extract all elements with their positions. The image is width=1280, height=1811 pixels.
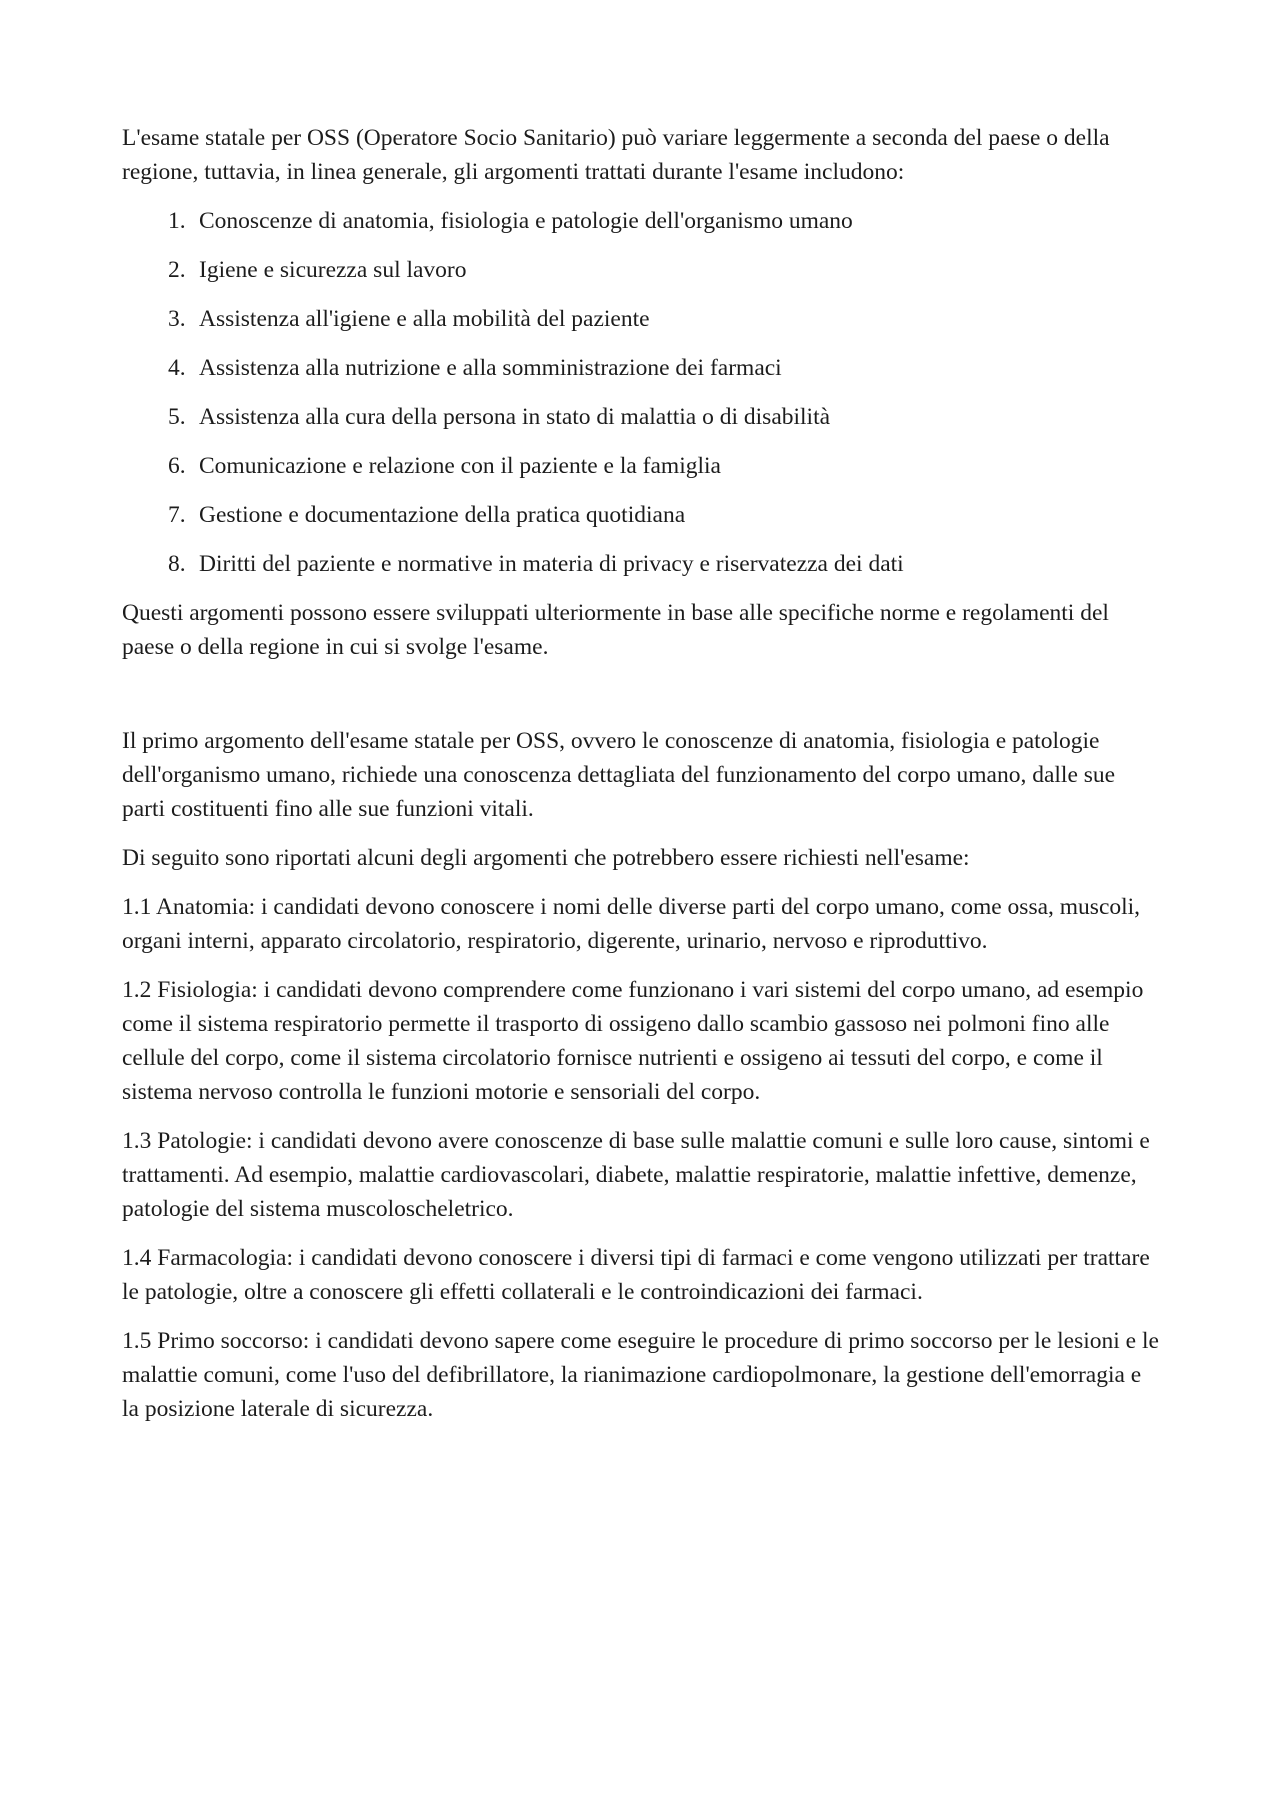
- list-item-text: Igiene e sicurezza sul lavoro: [199, 257, 467, 283]
- list-item-number: 8.: [168, 551, 186, 577]
- list-item: [168, 547, 1160, 581]
- list-item-number: 6.: [168, 453, 186, 479]
- section-lead-paragraph: Di seguito sono riportati alcuni degli argomenti che potrebbero essere richiesti nell'esame:: [122, 845, 970, 871]
- subtopic-fisiologia: 1.2 Fisiologia: i candidati devono comprendere come funzionano i vari sistemi del corpo umano, ad esempio come il sistema respiratorio permette il trasporto di ossigeno dallo scambio gassoso nei polmoni fino alle cellule del corpo, come il sistema circolatorio fornisce nutrienti e ossigeno ai tessuti del corpo, e come il sistema nervoso controlla le funzioni motorie e sensoriali del corpo.: [122, 977, 1144, 1105]
- list-item-text: Assistenza all'igiene e alla mobilità del paziente: [199, 306, 650, 332]
- list-item: [168, 400, 1160, 434]
- list-item-text: Gestione e documentazione della pratica quotidiana: [199, 502, 686, 528]
- list-item: [168, 302, 1160, 336]
- list-item-text: Comunicazione e relazione con il paziente e la famiglia: [199, 453, 721, 479]
- subtopic-patologie: 1.3 Patologie: i candidati devono avere conoscenze di base sulle malattie comuni e sulle loro cause, sintomi e trattamenti. Ad esempio, malattie cardiovascolari, diabete, malattie respiratorie, malattie infettive, demenze, patologie del sistema muscoloscheletrico.: [122, 1128, 1150, 1222]
- list-item: [168, 204, 1160, 238]
- exam-topics-list: [122, 204, 1160, 581]
- subtopic-anatomia: 1.1 Anatomia: i candidati devono conoscere i nomi delle diverse parti del corpo umano, come ossa, muscoli, organi interni, apparato circolatorio, respiratorio, digerente, urinario, nervoso e riproduttivo.: [122, 894, 1141, 954]
- list-item-number: 4.: [168, 355, 186, 381]
- list-item: [168, 351, 1160, 385]
- section-intro-paragraph: Il primo argomento dell'esame statale per OSS, ovvero le conoscenze di anatomia, fisiologia e patologie dell'organismo umano, richiede una conoscenza dettagliata del funzionamento del corpo umano, dalle sue parti costituenti fino alle sue funzioni vitali.: [122, 728, 1116, 822]
- list-item: [168, 253, 1160, 287]
- list-item-text: Conoscenze di anatomia, fisiologia e patologie dell'organismo umano: [199, 208, 853, 234]
- list-item-number: 3.: [168, 306, 186, 332]
- subtopic-farmacologia: 1.4 Farmacologia: i candidati devono conoscere i diversi tipi di farmaci e come vengono utilizzati per trattare le patologie, oltre a conoscere gli effetti collaterali e le controindicazioni dei farmaci.: [122, 1245, 1150, 1305]
- list-item-text: Diritti del paziente e normative in materia di privacy e riservatezza dei dati: [199, 551, 904, 577]
- intro-paragraph: L'esame statale per OSS (Operatore Socio Sanitario) può variare leggermente a seconda del paese o della regione, tuttavia, in linea generale, gli argomenti trattati durante l'esame includono:: [122, 125, 1110, 185]
- outro-paragraph: Questi argomenti possono essere sviluppati ulteriormente in base alle specifiche norme e regolamenti del paese o della regione in cui si svolge l'esame.: [122, 600, 1109, 660]
- list-item: [168, 498, 1160, 532]
- list-item-text: Assistenza alla cura della persona in stato di malattia o di disabilità: [199, 404, 831, 430]
- list-item-number: 7.: [168, 502, 186, 528]
- list-item: [168, 449, 1160, 483]
- section-spacer: [122, 679, 1160, 724]
- subtopic-primo-soccorso: 1.5 Primo soccorso: i candidati devono sapere come eseguire le procedure di primo soccorso per le lesioni e le malattie comuni, come l'uso del defibrillatore, la rianimazione cardiopolmonare, la gestione dell'emorragia e la posizione laterale di sicurezza.: [122, 1328, 1159, 1422]
- list-item-number: 2.: [168, 257, 186, 283]
- list-item-text: Assistenza alla nutrizione e alla somministrazione dei farmaci: [199, 355, 782, 381]
- list-item-number: 5.: [168, 404, 186, 430]
- list-item-number: 1.: [168, 208, 186, 234]
